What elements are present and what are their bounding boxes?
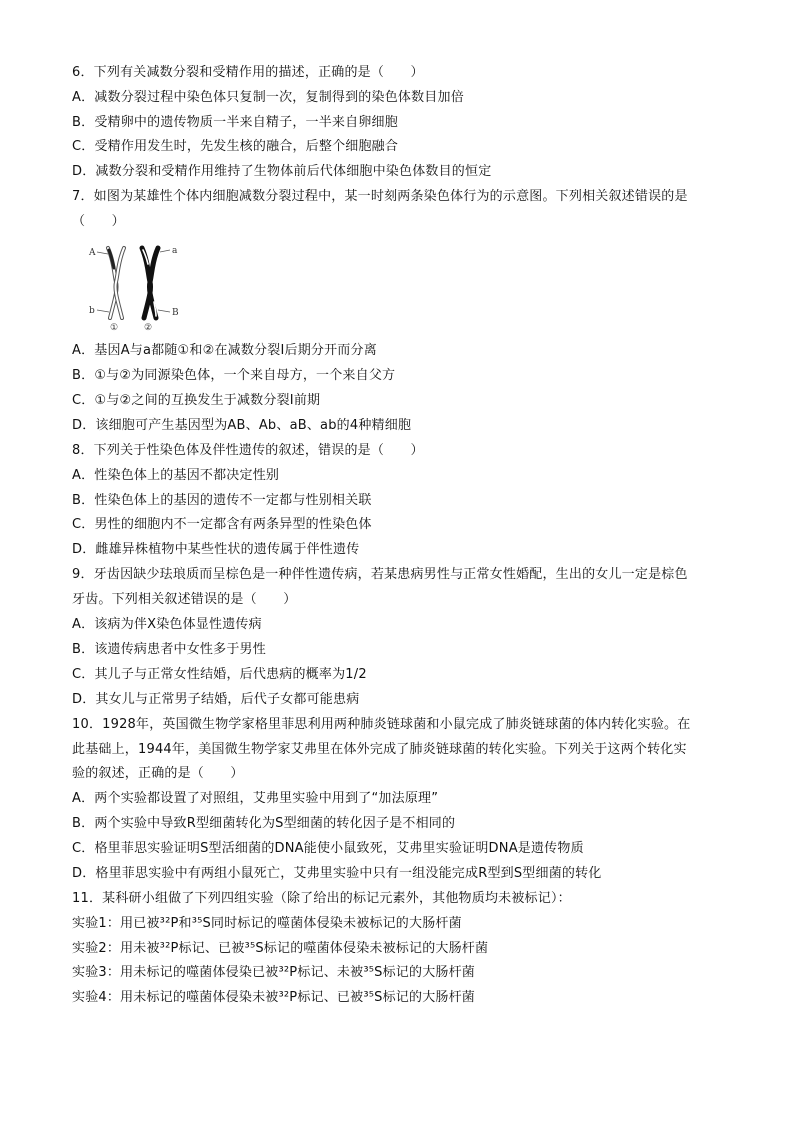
question-9-option-b: B．该遗传病患者中女性多于男性 — [72, 642, 266, 657]
question-9-option-c: C．其儿子与正常女性结婚，后代患病的概率为1/2 — [72, 667, 367, 682]
question-6-option-c: C．受精作用发生时，先发生核的融合，后整个细胞融合 — [72, 139, 399, 154]
question-10-option-c: C．格里菲思实验证明S型活细菌的DNA能使小鼠致死，艾弗里实验证明DNA是遗传物质 — [72, 841, 584, 856]
question-7-stem-line-1: 7．如图为某雄性个体内细胞减数分裂过程中，某一时刻两条染色体行为的示意图。下列相关叙述错误的是 — [72, 189, 688, 204]
question-11-stem: 11．某科研小组做了下列四组实验（除了给出的标记元素外，其他物质均未被标记）： — [72, 891, 571, 906]
question-8-option-c: C．男性的细胞内不一定都含有两条异型的性染色体 — [72, 517, 372, 532]
question-7-option-d: D．该细胞可产生基因型为AB、Ab、aB、ab的4种精细胞 — [72, 418, 412, 433]
question-9-option-a: A．该病为伴X染色体显性遗传病 — [72, 617, 262, 632]
chromosome-label-2: ② — [144, 323, 153, 332]
chromosome-diagram — [78, 240, 190, 332]
chromosome-2 — [142, 248, 158, 318]
question-8-option-d: D．雌雄异株植物中某些性状的遗传属于伴性遗传 — [72, 542, 360, 557]
chromosome-label-1: ① — [110, 323, 119, 332]
question-11-experiment-4: 实验4：用未标记的噬菌体侵染未被³²P标记、已被³⁵S标记的大肠杆菌 — [72, 990, 476, 1005]
question-8-stem: 8．下列关于性染色体及伴性遗传的叙述，错误的是（ ） — [72, 443, 424, 458]
question-10-option-b: B．两个实验中导致R型细菌转化为S型细菌的转化因子是不相同的 — [72, 816, 456, 831]
chromosome-figure — [78, 240, 190, 332]
question-8-option-a: A．性染色体上的基因不都决定性别 — [72, 468, 280, 483]
question-10-stem-line-1: 10．1928年，英国微生物学家格里菲思利用两种肺炎链球菌和小鼠完成了肺炎链球菌的体内转化实验。在 — [72, 717, 691, 732]
question-6-option-d: D．减数分裂和受精作用维持了生物体前后代体细胞中染色体数目的恒定 — [72, 164, 492, 179]
question-9-stem-line-1: 9．牙齿因缺少珐琅质而呈棕色是一种伴性遗传病，若某患病男性与正常女性婚配，生出的女儿一定是棕色 — [72, 567, 688, 582]
chromosome-1 — [108, 248, 124, 318]
question-10-stem-line-3: 验的叙述，正确的是（ ） — [72, 766, 244, 781]
gene-label-b: b — [89, 306, 95, 316]
question-7-option-c: C．①与②之间的互换发生于减数分裂Ⅰ前期 — [72, 393, 321, 408]
question-10-option-d: D．格里菲思实验中有两组小鼠死亡，艾弗里实验中只有一组没能完成R型到S型细菌的转化 — [72, 866, 602, 881]
gene-label-B: B — [172, 308, 179, 318]
question-11-experiment-3: 实验3：用未标记的噬菌体侵染已被³²P标记、未被³⁵S标记的大肠杆菌 — [72, 965, 476, 980]
question-7-option-b: B．①与②为同源染色体，一个来自母方，一个来自父方 — [72, 368, 396, 383]
question-8-option-b: B．性染色体上的基因的遗传不一定都与性别相关联 — [72, 493, 372, 508]
question-6-option-b: B．受精卵中的遗传物质一半来自精子，一半来自卵细胞 — [72, 115, 398, 130]
question-10-option-a: A．两个实验都设置了对照组，艾弗里实验中用到了“加法原理” — [72, 791, 439, 806]
question-6-stem: 6．下列有关减数分裂和受精作用的描述，正确的是（ ） — [72, 65, 424, 80]
question-9-option-d: D．其女儿与正常男子结婚，后代子女都可能患病 — [72, 692, 360, 707]
question-11-experiment-1: 实验1：用已被³²P和³⁵S同时标记的噬菌体侵染未被标记的大肠杆菌 — [72, 916, 462, 931]
gene-label-A: A — [89, 248, 96, 258]
question-6-option-a: A．减数分裂过程中染色体只复制一次，复制得到的染色体数目加倍 — [72, 90, 464, 105]
gene-label-a: a — [172, 246, 178, 256]
question-9-stem-line-2: 牙齿。下列相关叙述错误的是（ ） — [72, 592, 297, 607]
question-11-experiment-2: 实验2：用未被³²P标记、已被³⁵S标记的噬菌体侵染未被标记的大肠杆菌 — [72, 941, 489, 956]
question-7-stem-line-2: （ ） — [72, 214, 125, 229]
question-10-stem-line-2: 此基础上，1944年，美国微生物学家艾弗里在体外完成了肺炎链球菌的转化实验。下列关于这两个转化实 — [72, 742, 687, 757]
question-7-option-a: A．基因A与a都随①和②在减数分裂Ⅰ后期分开而分离 — [72, 343, 377, 358]
